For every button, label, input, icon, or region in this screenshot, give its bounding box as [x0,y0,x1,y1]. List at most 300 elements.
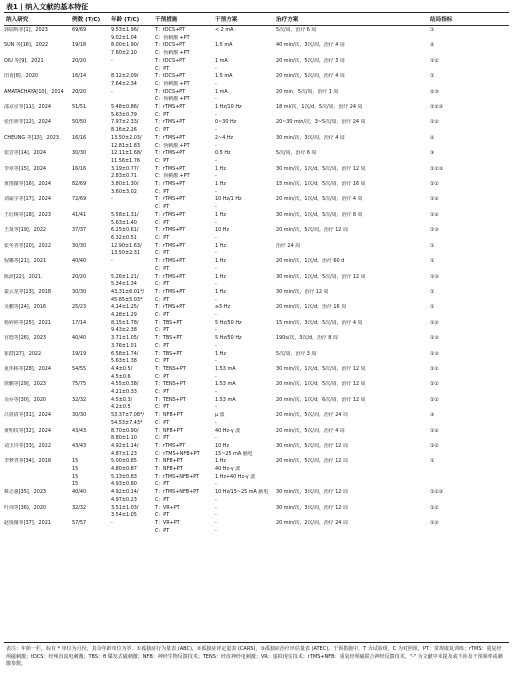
cell-study [4,389,72,397]
cell-regimen: 20 min/次，1次/d，5次/周，治疗 4 周 [276,196,363,203]
table-row [4,489,509,497]
cell-study [4,404,72,412]
table-row [4,435,509,443]
cell-outcomes: ①③ [430,227,439,234]
cell-cases [72,297,111,305]
cell-age: 4.97±0.23 [111,496,137,503]
cell-regimen: 30 min/次，3次/周，治疗 12 周 [276,504,348,511]
cell-study [4,112,72,120]
cell-age [111,96,155,104]
cell-study [4,96,72,104]
cell-study [4,451,72,459]
cell-parameters: - [215,481,217,488]
cell-intervention: T：rTMS+PT [155,134,186,141]
cell-parameters: 10 Hz/15~25 mA 脑电 [215,489,269,496]
cell-study: SUN 等[16]，2022 [4,42,49,49]
cell-study: 杨婷婷等[25]，2021 [4,319,51,326]
cell-age: - [111,196,113,203]
cell-regimen: 20 min/次，1次/d，治疗 16 周 [276,304,347,311]
cell-parameters: - [215,111,217,118]
cell-intervention: C：PT [155,389,170,396]
cell-regimen: 40 min/次，3次/周，治疗 4 周 [276,42,345,49]
cell-study: 张佳妍等[12]，2024 [4,119,51,126]
cell-study [4,528,72,536]
table-row [4,458,509,466]
cell-cases [72,389,111,397]
cell-parameters: 1 Hz [215,211,226,218]
cell-outcomes: ② [430,134,435,141]
cell-parameters: - [215,358,217,365]
cell-regimen: 30 min/次，5次/周，治疗 12 周 [276,442,348,449]
table-row [4,397,509,405]
cell-intervention: T：NFB+PT [155,458,183,465]
cell-outcomes [430,66,509,74]
cell-cases [72,266,111,274]
cell-cases: 16/14 [72,73,87,80]
table-row [4,443,509,451]
cell-intervention: C：PT [155,111,170,118]
cell-intervention: T：rTMS+PT [155,258,186,265]
cell-study: 刘霜宇等[17]，2024 [4,196,51,203]
cell-outcomes: ①② [430,381,439,388]
cell-outcomes: ①② [430,396,439,403]
cell-parameters: ≥5 Hz [215,304,231,311]
cell-age: 4.4±0.5/ [111,365,133,372]
table-row [4,289,509,297]
cell-intervention: C：PT [155,234,170,241]
cell-outcomes [430,112,509,120]
cell-study: 夏伟栋等[28]，2024 [4,365,51,372]
cell-cases: 20/20 [72,57,87,64]
cell-age: 8.15±1.78/ [111,319,139,326]
cell-cases [72,235,111,243]
cell-cases [72,96,111,104]
cell-study: 吕倩倩等[31]，2024 [4,412,51,419]
cell-study [4,466,72,474]
cell-parameters: - [215,296,217,303]
cell-parameters: - [215,157,217,164]
table-row [4,58,509,66]
cell-intervention: T：VR+PT [155,504,180,511]
cell-outcomes: ③ [430,150,435,157]
cell-cases [72,189,111,197]
cell-regimen: 5次/周，治疗 6 周 [276,150,317,157]
cell-study: 徐鹏等[29]，2023 [4,381,47,388]
cell-regimen: 30 min/次，1次/d，5次/周，治疗 12 周 [276,165,366,172]
cell-regimen [276,497,430,505]
cell-parameters: - [215,435,217,442]
cell-age: 5.63±0.79 [111,111,137,118]
cell-age: 7.64±2.34 [111,80,137,87]
table-row [4,220,509,228]
table-row [4,497,509,505]
cell-age: 3.54±1.05 [111,512,137,519]
cell-age: 4.14±1.25/ [111,304,139,311]
cell-intervention: T：TENS+PT [155,381,186,388]
cell-regimen [276,66,430,74]
cell-age: 6.58±1.74/ [111,350,139,357]
header-study: 纳入研究 [6,17,29,23]
cell-study: 叶剑等[36]，2020 [4,504,47,511]
cell-outcomes [430,220,509,228]
cell-cases: 40/40 [72,258,87,265]
cell-regimen: 20 min，5次/周，治疗 1 周 [276,88,339,95]
cell-intervention: C：PT [155,188,170,195]
cell-outcomes [430,435,509,443]
cell-intervention: T：rTMS+NFB+PT [155,473,200,480]
cell-age: - [111,88,113,95]
cell-study: 刘玉玲等[33]，2022 [4,442,51,449]
cell-intervention: C：PT [155,312,170,319]
cell-age: 6.25±0.61/ [111,227,139,234]
cell-parameters: 10 Hz/1 Hz [215,196,242,203]
cell-study [4,420,72,428]
cell-regimen [276,143,430,151]
cell-study: 张冬青等[20]，2022 [4,242,51,249]
cell-parameters: - [215,234,217,241]
cell-cases: 32/32 [72,396,87,403]
cell-study: 张岩等[14]，2024 [4,150,47,157]
cell-outcomes [430,204,509,212]
cell-study: AMATACHAYA[10]，2014 [4,88,64,95]
table-row [4,42,509,50]
cell-age [111,266,155,274]
cell-cases [72,451,111,459]
table-row [4,320,509,328]
cell-study: 王红梅等[18]，2023 [4,211,51,218]
cell-age: 2.83±0.71 [111,173,137,180]
cell-intervention: T：NFB+PT [155,412,183,419]
cell-parameters: - [215,419,217,426]
cell-intervention: C：rTMS+NFB+PT [155,450,200,457]
cell-age: 4.5±0.6 [111,373,131,380]
table-row [4,104,509,112]
cell-intervention: C：PT [155,481,170,488]
cell-age: 9.43±2.38 [111,327,137,334]
table-row [4,304,509,312]
cell-age: 6.32±0.51 [111,234,137,241]
header-intervention: 干预措施 [155,17,178,23]
cell-age: 4.21±0.33 [111,389,137,396]
cell-cases: 15 [72,473,79,480]
table-row [4,250,509,258]
cell-outcomes: ①② [430,181,439,188]
cell-regimen: 20 min/次，5次/周，治疗 4 周 [276,73,345,80]
cell-outcomes [430,158,509,166]
cell-intervention: T：tDCS+PT [155,42,186,49]
cell-outcomes: ①② [430,442,439,449]
cell-intervention: C：PT [155,157,170,164]
table-row [4,173,509,181]
cell-outcomes [430,189,509,197]
cell-outcomes: ①② [430,119,439,126]
cell-outcomes: ①② [430,365,439,372]
cell-parameters: - [215,127,217,134]
cell-study [4,127,72,135]
cell-cases: 20/20 [72,273,87,280]
cell-parameters: - [215,281,217,288]
table-caption: 表1 | 纳入文献的基本特征 [6,3,89,11]
cell-intervention: T：rTMS+PT [155,181,186,188]
cell-intervention: C：PT [155,512,170,519]
table-row [4,297,509,305]
cell-age: 3.80±1.30/ [111,181,139,188]
cell-study [4,35,72,43]
cell-study [4,143,72,151]
table-row [4,381,509,389]
cell-study: 蔡志强[35]，2023 [4,489,47,496]
cell-outcomes [430,466,509,474]
cell-regimen: 30 min/次，治疗 12 周 [276,288,329,295]
cell-cases: 50/50 [72,119,87,126]
cell-cases [72,512,111,520]
cell-regimen [276,266,430,274]
cell-study: 李章等[15]，2024 [4,165,47,172]
cell-intervention: C：PT [155,281,170,288]
cell-outcomes [430,451,509,459]
cell-cases: 19/19 [72,350,87,357]
cell-outcomes: ①③ [430,335,439,342]
cell-outcomes [430,343,509,351]
cell-intervention: C：PT [155,527,170,534]
cell-age: 3.19±0.77/ [111,165,139,172]
cell-intervention: C：PT [155,65,170,72]
cell-study [4,435,72,443]
cell-regimen: 20 min/次，1次/d，6次/周，治疗 12 周 [276,396,366,403]
table-row [4,505,509,513]
cell-regimen: 20 min/次，5次/周，治疗 24 周 [276,412,348,419]
cell-regimen [276,389,430,397]
header-regimen: 治疗方案 [276,17,299,23]
cell-intervention: C：伪刺激 +PT [155,34,190,41]
cell-outcomes: ②③ [430,88,439,95]
cell-study: 余乔等[30]，2020 [4,396,47,403]
cell-study [4,312,72,320]
cell-intervention: C：PT [155,404,170,411]
cell-parameters: - [215,327,217,334]
cell-age: - [111,520,113,526]
table-row [4,258,509,266]
cell-age: 13.50±2.03/ [111,134,142,141]
cell-cases [72,374,111,382]
cell-outcomes: ①②③ [430,165,444,172]
cell-study [4,474,72,482]
cell-regimen [276,404,430,412]
cell-study [4,189,72,197]
cell-study: 王贤等[19]，2022 [4,227,47,234]
cell-outcomes: ①② [430,427,439,434]
cell-age: 43.31±6.01*/ [111,288,145,295]
cell-parameters: 1.5 mA [215,73,233,80]
cell-study: 倪娜等[21]，2021 [4,258,47,265]
cell-age: 5.63±1.40 [111,219,137,226]
cell-cases: 75/75 [72,381,87,388]
table-row [4,81,509,89]
cell-study: 官德等[26]，2023 [4,335,47,342]
cell-cases [72,112,111,120]
cell-parameters: 15~25 mA 脑电 [215,450,253,457]
cell-parameters: 1 Hz [215,181,226,188]
cell-regimen: 20 min/次，1次/d，治疗 60 d [276,258,345,265]
cell-intervention: T：tDCS+PT [155,57,186,64]
cell-intervention: T：tDCS+PT [155,88,186,95]
cell-intervention: T：rTMS+PT [155,150,186,157]
cell-age: 11.56±1.76 [111,157,140,164]
cell-regimen [276,281,430,289]
cell-intervention: C：伪刺激 +PT [155,80,190,87]
table-row [4,520,509,528]
cell-regimen [276,481,430,489]
cell-cases [72,528,111,536]
top-rule [4,12,509,13]
cell-outcomes [430,250,509,258]
cell-intervention: T：rTMS+PT [155,288,186,295]
cell-age: 12.11±1.68/ [111,150,142,157]
cell-regimen: 30 min/次，1次/d，5次/周，治疗 12 周 [276,365,366,372]
header-outcomes: 结局指标 [430,17,453,23]
cell-regimen [276,235,430,243]
table-row [4,66,509,74]
cell-parameters: 10 Hz [215,442,230,449]
cell-cases: 19/18 [72,42,87,49]
cell-age: 9.02±1.04 [111,34,137,41]
cell-outcomes: ① [430,27,435,33]
cell-cases: 30/30 [72,288,87,295]
characteristics-table [4,27,509,535]
cell-study: 郭瑞辉等[1]，2023 [4,27,48,33]
cell-outcomes [430,389,509,397]
cell-cases: 30/30 [72,412,87,419]
table-row [4,235,509,243]
cell-outcomes [430,474,509,482]
table-row [4,50,509,58]
table-row [4,227,509,235]
cell-parameters: 1 Hz+40 Hz-γ 波 [215,473,256,480]
cell-outcomes: ③ [430,412,435,419]
cell-intervention: T：NFB+PT [155,427,183,434]
cell-age: 4.87±1.23 [111,450,137,457]
cell-outcomes: ① [430,458,435,465]
cell-study [4,343,72,351]
cell-parameters: - [215,512,217,519]
cell-outcomes [430,127,509,135]
cell-parameters: - [215,65,217,72]
cell-parameters: 5 Hz/50 Hz [215,335,242,342]
cell-age: 5.58±1.31/ [111,211,139,218]
cell-intervention: T：rTMS+PT [155,227,186,234]
header-age: 年龄 (T/C) [111,17,140,23]
table-row [4,366,509,374]
cell-parameters: 1 Hz [215,165,226,172]
cell-age: 5.63±1.38 [111,358,137,365]
cell-cases: 17/14 [72,319,87,326]
table-row [4,196,509,204]
header-cases: 例数 (T/C) [72,17,101,23]
cell-parameters: 1 Hz [215,258,226,265]
cell-outcomes [430,35,509,43]
cell-cases [72,497,111,505]
cell-outcomes [430,327,509,335]
cell-cases [72,404,111,412]
table-row [4,35,509,43]
table-row [4,166,509,174]
table-row [4,96,509,104]
cell-parameters: - [215,204,217,211]
cell-age: 8.16±2.26 [111,127,137,134]
cell-intervention: C：伪刺激 +PT [155,173,190,180]
cell-intervention: C：PT [155,296,170,303]
cell-regimen: 20 min/次，5次/周，治疗 4 周 [276,427,345,434]
header-rule [4,25,509,26]
cell-outcomes [430,297,509,305]
table-row [4,412,509,420]
cell-outcomes: ①② [430,520,439,526]
cell-parameters: < 2 mA [215,27,234,33]
cell-cases [72,281,111,289]
cell-intervention: C：PT [155,419,170,426]
table-row [4,243,509,251]
cell-age: 8.70±0.90/ [111,427,139,434]
cell-outcomes: ① [430,288,435,295]
cell-cases: 57/57 [72,520,87,526]
cell-cases: 43/43 [72,427,87,434]
cell-regimen [276,189,430,197]
cell-outcomes [430,50,509,58]
table-row [4,204,509,212]
cell-regimen [276,81,430,89]
cell-outcomes: ①③ [430,273,439,280]
cell-cases [72,66,111,74]
cell-study [4,374,72,382]
cell-regimen [276,474,430,482]
cell-regimen: 20 min/次，5次/周，治疗 3 周 [276,57,345,64]
cell-cases: 41/41 [72,211,87,218]
table-footnote [6,646,506,669]
cell-age: 13.50±2.31 [111,250,140,257]
cell-intervention: C：PT [155,373,170,380]
cell-parameters: - [215,389,217,396]
cell-age: 54.53±7.43* [111,419,143,426]
cell-regimen [276,528,430,536]
cell-regimen [276,127,430,135]
cell-cases: 51/51 [72,104,87,111]
cell-intervention: T：rTMS+PT [155,242,186,249]
table-row [4,143,509,151]
table-row [4,112,509,120]
cell-study [4,235,72,243]
cell-regimen [276,35,430,43]
cell-intervention: C：PT [155,327,170,334]
cell-cases [72,35,111,43]
table-body [4,27,509,535]
table-row [4,158,509,166]
cell-age: 4.92±0.14/ [111,489,139,496]
cell-parameters: 1 mA [215,88,228,95]
cell-study: 赵悦薇等[37]，2021 [4,520,51,526]
cell-age: 3.71±1.05/ [111,335,139,342]
cell-parameters: - [215,142,217,149]
cell-regimen: 5次/周，治疗 6 周 [276,27,317,33]
cell-regimen [276,250,430,258]
table-row [4,512,509,520]
cell-outcomes: ①② [430,504,439,511]
table-row [4,528,509,536]
cell-study [4,220,72,228]
cell-cases [72,173,111,181]
cell-parameters: 1 Hz [215,273,226,280]
table-row [4,389,509,397]
cell-cases: 69/69 [72,27,87,33]
